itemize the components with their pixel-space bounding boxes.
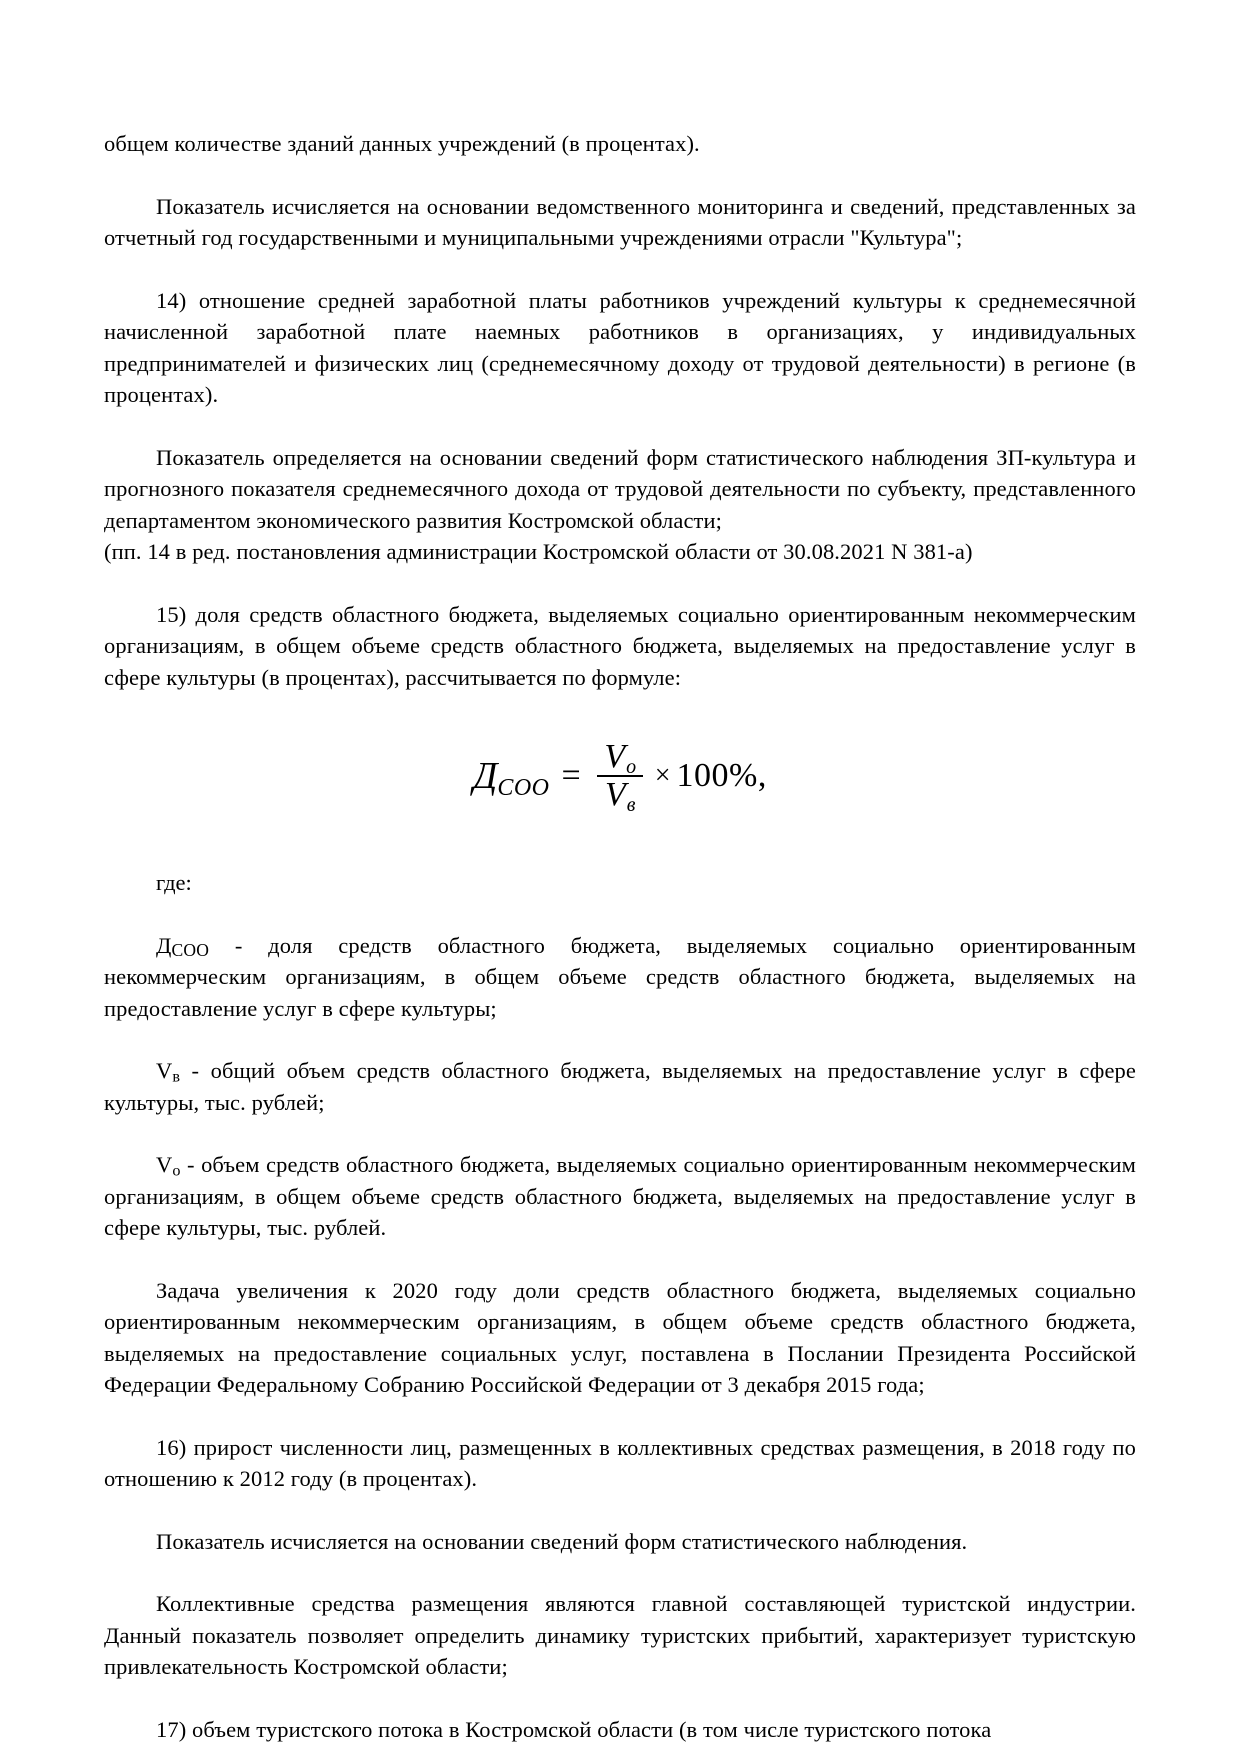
paragraph-item-16-method: Показатель исчисляется на основании сведений форм статистического наблюдения. (156, 1528, 968, 1554)
formula-block (104, 738, 1136, 816)
formula-left-hand-side (473, 755, 550, 801)
paragraph-item-16: 16) прирост численности лиц, размещенных в коллективных средствах размещения, в 2018 году по отношению к 2012 году (в процентах). (104, 1434, 1136, 1491)
variable-dsoo-description: - доля средств областного бюджета, выделяемых социально ориентированным некоммерческим организациям, в общем объеме средств областного бюджета, выделяемых на предоставление услуг в сфере культуры; (104, 932, 1136, 1021)
paragraph-spacer (104, 1024, 1136, 1055)
formula-denominator-symbol: V (604, 776, 626, 813)
formula-spacer-top (104, 693, 1136, 739)
variable-dsoo-subscript: СОО (171, 939, 210, 960)
paragraph-item-14-method: Показатель определяется на основании сведений форм статистического наблюдения ЗП-культура и прогнозного показателя среднемесячного дохода от трудовой деятельности по субъекту, представленного департаментом экономического развития Костромской области; (104, 444, 1136, 533)
formula-doly-sredstv (473, 738, 767, 816)
paragraph-spacer (104, 1683, 1136, 1714)
formula-lhs-symbol: Д (473, 755, 498, 797)
paragraph-definition-vv (104, 1055, 1136, 1118)
paragraph-spacer (104, 568, 1136, 599)
variable-dsoo (156, 933, 209, 958)
formula-denominator-subscript: в (626, 794, 636, 816)
paragraph-indicator-method: Показатель исчисляется на основании ведомственного мониторинга и сведений, представленных за отчетный год государственными и муниципальными учреждениями отрасли "Культура"; (104, 193, 1136, 250)
paragraph-task-2020: Задача увеличения к 2020 году доли средств областного бюджета, выделяемых социально ориентированным некоммерческим организациям, в общем объеме средств областного бюджета, выделяемых на предоставление социальных услуг, поставлена в Послании Президента Российской Федерации Федеральному Собранию Российской Федерации от 3 декабря 2015 года; (104, 1277, 1136, 1397)
variable-vv-description: - общий объем средств областного бюджета, выделяемых на предоставление услуг в сфере культуры, тыс. рублей; (104, 1058, 1136, 1115)
paragraph-spacer (104, 1495, 1136, 1526)
paragraph-item-17: 17) объем туристского потока в Костромской области (в том числе туристского потока (156, 1716, 992, 1742)
formula-denominator (599, 776, 640, 816)
variable-vo (156, 1152, 181, 1180)
formula-lhs-subscript: СОО (497, 775, 550, 801)
paragraph-where-label: где: (156, 870, 192, 895)
formula-equals-sign: = (561, 757, 581, 794)
formula-numerator-subscript: о (626, 756, 637, 778)
paragraph-spacer (104, 1118, 1136, 1149)
paragraph-definition-dsoo (104, 930, 1136, 1025)
paragraph-spacer (104, 160, 1136, 191)
paragraph-spacer (104, 1244, 1136, 1275)
formula-spacer-bottom (104, 813, 1136, 867)
formula-numerator (598, 738, 641, 778)
paragraph-spacer (104, 411, 1136, 442)
formula-numerator-symbol: V (604, 738, 626, 775)
paragraph-spacer (104, 1401, 1136, 1432)
paragraph-item-15: 15) доля средств областного бюджета, выделяемых социально ориентированным некоммерческим организациям, в общем объеме средств областного бюджета, выделяемых на предоставление услуг в сфере культуры (в процентах), рассчитывается по формуле: (104, 601, 1136, 690)
variable-vv-symbol: V (156, 1058, 173, 1083)
variable-vo-description: - объем средств областного бюджета, выделяемых социально ориентированным некоммерческим организациям, в общем объеме средств областного бюджета, выделяемых на предоставление услуг в сфере культуры, тыс. рублей. (104, 1152, 1136, 1240)
paragraph-definition-vo (104, 1149, 1136, 1244)
variable-vo-symbol: V (156, 1152, 173, 1177)
variable-vo-subscript: о (172, 1161, 181, 1180)
paragraph-spacer (104, 1557, 1136, 1588)
formula-multiply-sign: × (654, 760, 671, 791)
paragraph-item-14: 14) отношение средней заработной платы работников учреждений культуры к среднемесячной начисленной заработной плате наемных работников в организациях, у индивидуальных предпринимателей и физических лиц (среднемесячному доходу от трудовой деятельности) в регионе (в процентах). (104, 287, 1136, 407)
formula-right-hand-side: 100%, (676, 757, 767, 794)
formula-fraction (597, 738, 643, 816)
paragraph-spacer (104, 254, 1136, 285)
paragraph-tourism-note: Коллективные средства размещения являются главной составляющей туристской индустрии. Данный показатель позволяет определить динамику туристских прибытий, характеризует туристскую привлекательность Костромской области; (104, 1591, 1136, 1679)
document-body (104, 128, 1136, 1745)
paragraph-continuation: общем количестве зданий данных учреждений (в процентах). (104, 131, 700, 156)
paragraph-amendment-note: (пп. 14 в ред. постановления администрации Костромской области от 30.08.2021 N 381-а) (104, 539, 973, 564)
variable-vv (156, 1058, 181, 1086)
paragraph-spacer (104, 899, 1136, 930)
variable-vv-subscript: в (172, 1067, 181, 1086)
variable-dsoo-symbol: Д (156, 932, 172, 958)
